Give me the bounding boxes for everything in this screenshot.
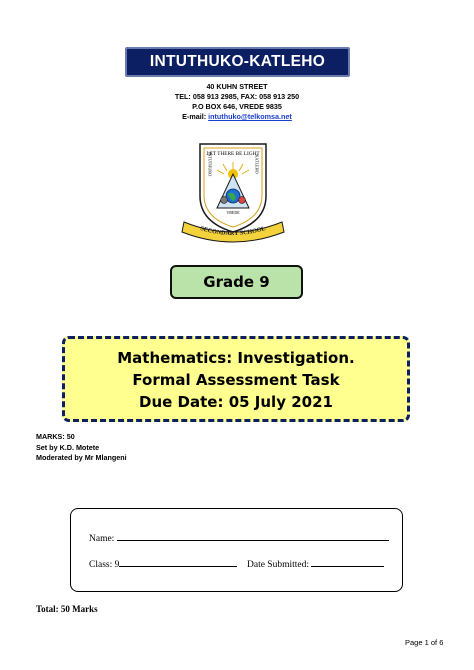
class-label: Class: 9: [89, 560, 120, 570]
date-submitted-input-line[interactable]: [311, 557, 384, 567]
school-name-banner: [125, 47, 350, 77]
name-label: Name:: [89, 534, 115, 544]
crest-motto: LET THERE BE LIGHT: [206, 151, 260, 157]
school-name: INTUTHUKO-KATLEHO: [149, 53, 326, 70]
page-number: Page 1 of 6: [405, 638, 444, 647]
grade-label: Grade 9: [203, 273, 270, 291]
crest-right-word: KATLEHO: [254, 154, 260, 174]
student-details-box: [70, 508, 403, 592]
task-subject: Mathematics: Investigation.: [117, 349, 355, 367]
total-marks: Total: 50 Marks: [36, 604, 98, 614]
crest-scroll-text: SECONDARY SCHOOL: [199, 224, 267, 238]
moderated-by-text: Moderated by Mr Mlangeni: [36, 453, 127, 462]
phone-fax-line: TEL: 058 913 2985, FAX: 058 913 250: [174, 92, 300, 101]
grade-box: [170, 265, 303, 299]
email-line: [0, 111, 474, 122]
class-field[interactable]: [89, 557, 237, 570]
task-meta: [36, 432, 127, 464]
crest-badge-text: VREDE: [226, 210, 240, 215]
task-due-date: Due Date: 05 July 2021: [139, 393, 333, 411]
email-label: E-mail:: [182, 112, 209, 121]
date-submitted-label: Date Submitted:: [247, 560, 310, 570]
po-box-line: P.O BOX 646, VREDE 9835: [192, 102, 282, 111]
badge-left-icon: [221, 197, 228, 204]
set-by-text: Set by K.D. Motete: [36, 442, 100, 452]
address-line: 40 KUHN STREET: [206, 82, 268, 91]
date-submitted-field[interactable]: [247, 557, 384, 570]
task-type: Formal Assessment Task: [132, 371, 340, 389]
class-input-line[interactable]: [119, 557, 237, 567]
marks-text: MARKS: 50: [36, 432, 75, 441]
crest-left-word: INTUTHUKO: [207, 151, 213, 177]
task-title-box: [62, 336, 410, 422]
name-input-line[interactable]: [117, 531, 389, 541]
name-field[interactable]: [89, 531, 389, 544]
badge-right-icon: [239, 197, 246, 204]
email-link[interactable]: intuthuko@telkomsa.net: [208, 112, 292, 121]
school-crest-logo: [178, 140, 288, 245]
